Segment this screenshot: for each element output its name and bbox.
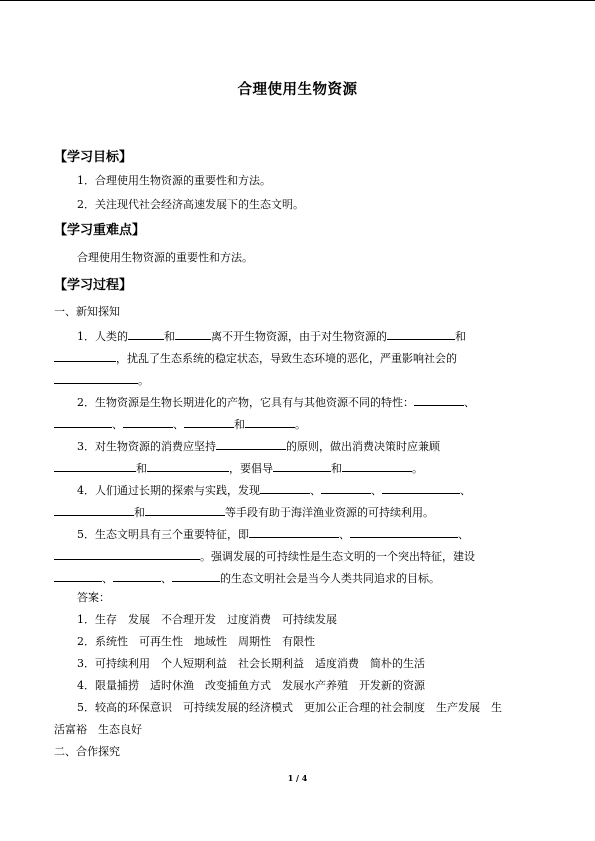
answer-line: 3．可持续利用 个人短期利益 社会长期利益 适度消费 简朴的生活 (77, 657, 425, 670)
blank-field[interactable] (145, 503, 225, 516)
blank-field[interactable] (123, 415, 173, 428)
part-heading: 一、新知探知 (54, 305, 120, 318)
question-4-line-1: 4．人们通过长期的探索与实践，发现 、 、 、 (77, 481, 471, 498)
question-4-line-2: 和 等手段有助于海洋渔业资源的可持续利用。 (54, 503, 434, 520)
question-5-line-2: 。强调发展的可持续性是生态文明的一个突出特征，建设 (54, 547, 475, 564)
answer-label: 答案： (77, 591, 110, 604)
question-1-line-2: ，扰乱了生态系统的稳定状态，导致生态环境的恶化，严重影响社会的 (54, 349, 457, 366)
answer-line: 2．系统性 可再生性 地域性 周期性 有限性 (77, 635, 315, 648)
blank-field[interactable] (273, 459, 331, 472)
goal-item: 2．关注现代社会经济高速发展下的生态文明。 (77, 198, 304, 211)
blank-field[interactable] (184, 415, 234, 428)
goal-item: 1．合理使用生物资源的重要性和方法。 (77, 174, 271, 187)
blank-field[interactable] (245, 415, 295, 428)
blank-field[interactable] (387, 327, 455, 340)
blank-field[interactable] (54, 547, 200, 560)
blank-field[interactable] (54, 459, 136, 472)
question-3-line-2: 和 ，要倡导 和 。 (54, 459, 423, 476)
blank-field[interactable] (54, 415, 112, 428)
answer-line: 活富裕 生态良好 (54, 723, 142, 736)
question-5-line-1: 5．生态文明具有三个重要特征，即 、 、 (77, 525, 469, 542)
question-5-line-3: 、 、 的生态文明社会是当今人类共同追求的目标。 (54, 569, 440, 586)
answer-line: 4．限量捕捞 适时休渔 改变捕鱼方式 发展水产养殖 开发新的资源 (77, 679, 425, 692)
blank-field[interactable] (249, 525, 339, 538)
question-1-line-3: 。 (54, 371, 149, 388)
blank-field[interactable] (113, 569, 161, 582)
blank-field[interactable] (414, 393, 464, 406)
blank-field[interactable] (175, 327, 211, 340)
answer-line: 5．较高的环保意识 可持续发展的经济模式 更加公正合理的社会制度 生产发展 生 (77, 701, 502, 714)
blank-field[interactable] (54, 569, 102, 582)
key-point: 合理使用生物资源的重要性和方法。 (77, 251, 253, 264)
question-2-line-2: 、 、 和 。 (54, 415, 306, 432)
blank-field[interactable] (172, 569, 220, 582)
blank-field[interactable] (54, 503, 134, 516)
blank-field[interactable] (54, 349, 116, 362)
blank-field[interactable] (216, 437, 286, 450)
blank-field[interactable] (342, 459, 412, 472)
blank-field[interactable] (147, 459, 229, 472)
page-title: 合理使用生物资源 (237, 82, 358, 98)
section-heading-process: 【学习过程】 (54, 278, 133, 293)
blank-field[interactable] (321, 481, 371, 494)
section-heading-goals: 【学习目标】 (54, 150, 133, 165)
part-heading: 二、合作探究 (54, 745, 120, 758)
blank-field[interactable] (54, 371, 138, 384)
answer-line: 1．生存 发展 不合理开发 过度消费 可持续发展 (77, 613, 337, 626)
section-heading-key: 【学习重难点】 (54, 223, 146, 238)
page-number: 1 / 4 (287, 773, 308, 783)
blank-field[interactable] (350, 525, 458, 538)
blank-field[interactable] (260, 481, 310, 494)
blank-field[interactable] (128, 327, 164, 340)
question-2-line-1: 2．生物资源是生物长期进化的产物，它具有与其他资源不同的特性： 、 (77, 393, 475, 410)
question-1-line-1: 1．人类的 和 离不开生物资源，由于对生物资源的 和 (77, 327, 466, 344)
question-3-line-1: 3．对生物资源的消费应坚持 的原则，做出消费决策时应兼顾 (77, 437, 440, 454)
top-rule (0, 0, 595, 1)
blank-field[interactable] (382, 481, 460, 494)
